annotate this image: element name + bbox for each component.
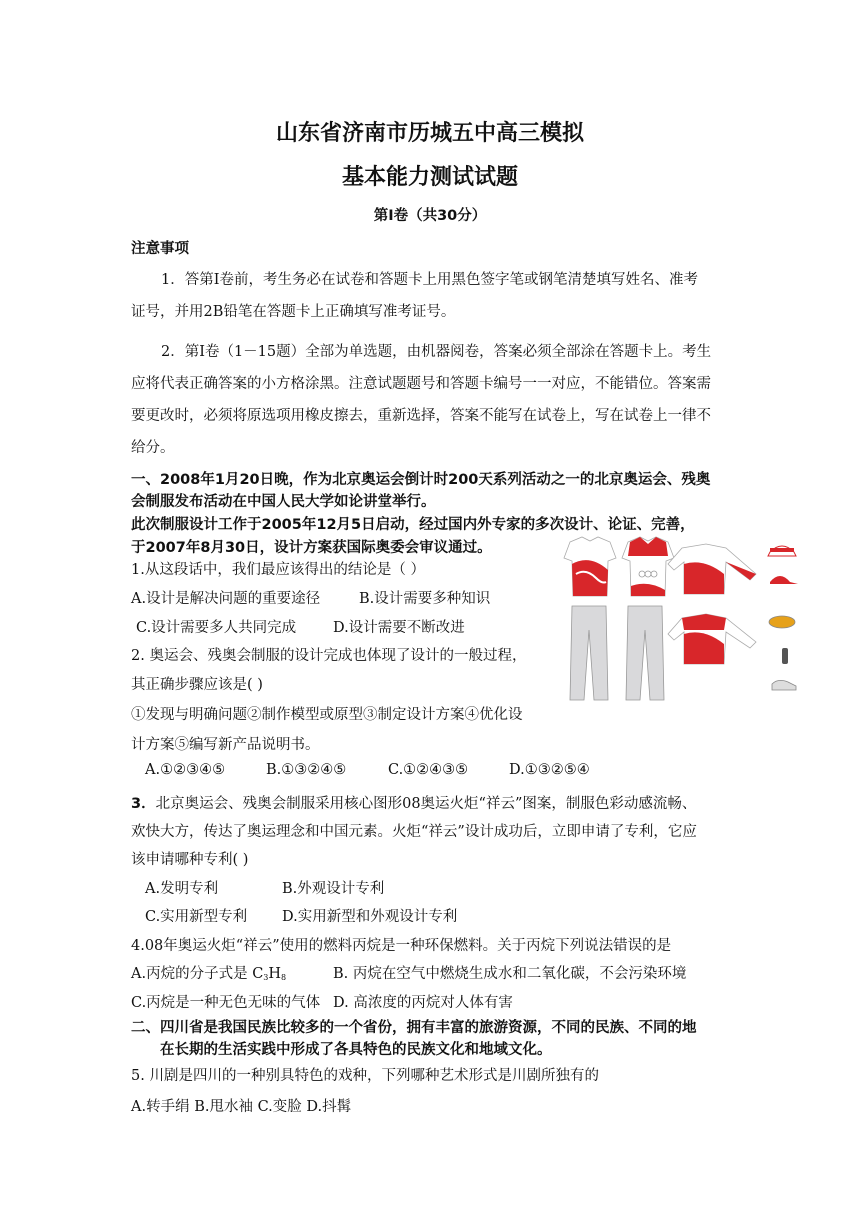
question-5-stem: 5. 川剧是四川的一种别具特色的戏种，下列哪种艺术形式是川剧所独有的 xyxy=(131,1068,599,1084)
question-4-option-c: C.丙烷是一种无色无味的气体 xyxy=(131,995,321,1011)
part1-intro-line-3: 此次制服设计工作于2005年12月5日启动，经过国内外专家的多次设计、论证、完善， xyxy=(131,517,695,533)
jacket-image xyxy=(668,544,756,594)
part1-intro-line-4: 于2007年8月30日，设计方案获国际奥委会审议通过。 xyxy=(131,540,492,556)
hat-icon xyxy=(768,546,796,556)
question-5-options: A.转手绢 B.甩水袖 C.变脸 D.抖髯 xyxy=(131,1099,352,1115)
olympic-uniform-illustration xyxy=(556,534,806,704)
formula-h: H xyxy=(268,966,282,982)
notice-item-1-line-1: 1．答第Ⅰ卷前，考生务必在试卷和答题卡上用黑色签字笔或钢笔清楚填写姓名、准考 xyxy=(161,272,698,288)
question-4-stem: 4.08年奥运火炬“祥云”使用的燃料丙烷是一种环保燃料。关于丙烷下列说法错误的是 xyxy=(131,938,672,954)
question-2-stem-line-2: 其正确步骤应该是( ) xyxy=(131,677,263,693)
notice-item-2-line-4: 给分。 xyxy=(131,440,175,456)
question-2-option-d: D.①③②⑤④ xyxy=(509,762,590,778)
shoe-icon xyxy=(772,680,796,690)
part2-intro-line-2: 在长期的生活实践中形成了各具特色的民族文化和地域文化。 xyxy=(160,1042,552,1058)
question-3-option-c: C.实用新型专利 xyxy=(145,909,248,925)
question-3-stem-text: 北京奥运会、残奥会制服采用核心图形08奥运火炬“祥云”图案，制服色彩动感流畅、 xyxy=(155,796,697,812)
part2-intro-line-1: 二、四川省是我国民族比较多的一个省份，拥有丰富的旅游资源，不同的民族、不同的地 xyxy=(131,1020,697,1036)
question-1-option-d: D.设计需要不断改进 xyxy=(333,620,465,636)
question-4-option-d: D. 高浓度的丙烷对人体有害 xyxy=(333,995,513,1011)
notice-item-2-line-2: 应将代表正确答案的小方格涂黑。注意试题题号和答题卡编号一一对应，不能错位。答案需 xyxy=(131,376,711,392)
question-2-option-c: C.①②④③⑤ xyxy=(388,762,469,778)
question-3-option-a: A.发明专利 xyxy=(145,881,219,897)
question-3-option-d: D.实用新型和外观设计专利 xyxy=(282,909,458,925)
question-1-option-b: B.设计需要多种知识 xyxy=(359,591,491,607)
question-2-option-a: A.①②③④⑤ xyxy=(145,762,226,778)
exam-subtitle: 基本能力测试试题 xyxy=(341,165,518,190)
cap-icon xyxy=(770,576,798,584)
formula-prefix: A.丙烷的分子式是 C xyxy=(131,966,264,982)
question-1-stem: 1.从这段话中，我们最应该得出的结论是（ ） xyxy=(131,562,425,578)
red-shirt-image xyxy=(564,537,616,596)
question-2-option-b: B.①③②④⑤ xyxy=(266,762,347,778)
question-3-option-b: B.外观设计专利 xyxy=(282,881,385,897)
bottle-icon xyxy=(782,648,788,664)
question-3-stem-line-1 xyxy=(131,792,696,813)
question-3-number: 3． xyxy=(131,796,156,812)
notice-item-1-line-2: 证号，并用2B铅笔在答题卡上正确填写准考证号。 xyxy=(131,304,456,320)
bag-icon xyxy=(769,616,795,628)
notice-item-2-line-1: 2．第Ⅰ卷（1－15题）全部为单选题，由机器阅卷，答案必须全部涂在答题卡上。考生 xyxy=(161,344,712,360)
pants-image xyxy=(570,606,664,700)
question-3-stem-line-3: 该申请哪种专利( ) xyxy=(131,852,249,868)
formula-subscript-c: 3 xyxy=(263,973,269,982)
question-2-stem-line-1: 2. 奥运会、残奥会制服的设计完成也体现了设计的一般过程， xyxy=(131,648,527,664)
question-4-option-a xyxy=(131,962,286,983)
question-2-stem-line-4: 计方案⑤编写新产品说明书。 xyxy=(131,737,320,753)
section-title: 第Ⅰ卷（共30分） xyxy=(373,208,487,224)
notice-heading: 注意事项 xyxy=(131,241,189,257)
question-4-option-b: B. 丙烷在空气中燃烧生成水和二氧化碳，不会污染环境 xyxy=(333,966,687,982)
question-1-option-a: A.设计是解决问题的重要途径 xyxy=(131,591,321,607)
formula-subscript-h: 8 xyxy=(281,973,287,982)
notice-item-2-line-3: 要更改时，必须将原选项用橡皮擦去，重新选择，答案不能写在试卷上，写在试卷上一律不 xyxy=(131,408,711,424)
question-3-stem-line-2: 欢快大方，传达了奥运理念和中国元素。火炬“祥云”设计成功后，立即申请了专利，它应 xyxy=(131,824,697,840)
white-shirt-image xyxy=(622,537,674,596)
part1-intro-line-2: 会制服发布活动在中国人民大学如论讲堂举行。 xyxy=(131,494,436,510)
jacket-image-2 xyxy=(668,614,756,664)
question-2-stem-line-3: ①发现与明确问题②制作模型或原型③制定设计方案④优化设 xyxy=(131,707,523,723)
exam-title: 山东省济南市历城五中高三模拟 xyxy=(275,121,584,146)
part1-intro-line-1: 一、2008年1月20日晚，作为北京奥运会倒计时200天系列活动之一的北京奥运会、残奥 xyxy=(131,472,711,488)
question-1-option-c: C.设计需要多人共同完成 xyxy=(136,620,297,636)
